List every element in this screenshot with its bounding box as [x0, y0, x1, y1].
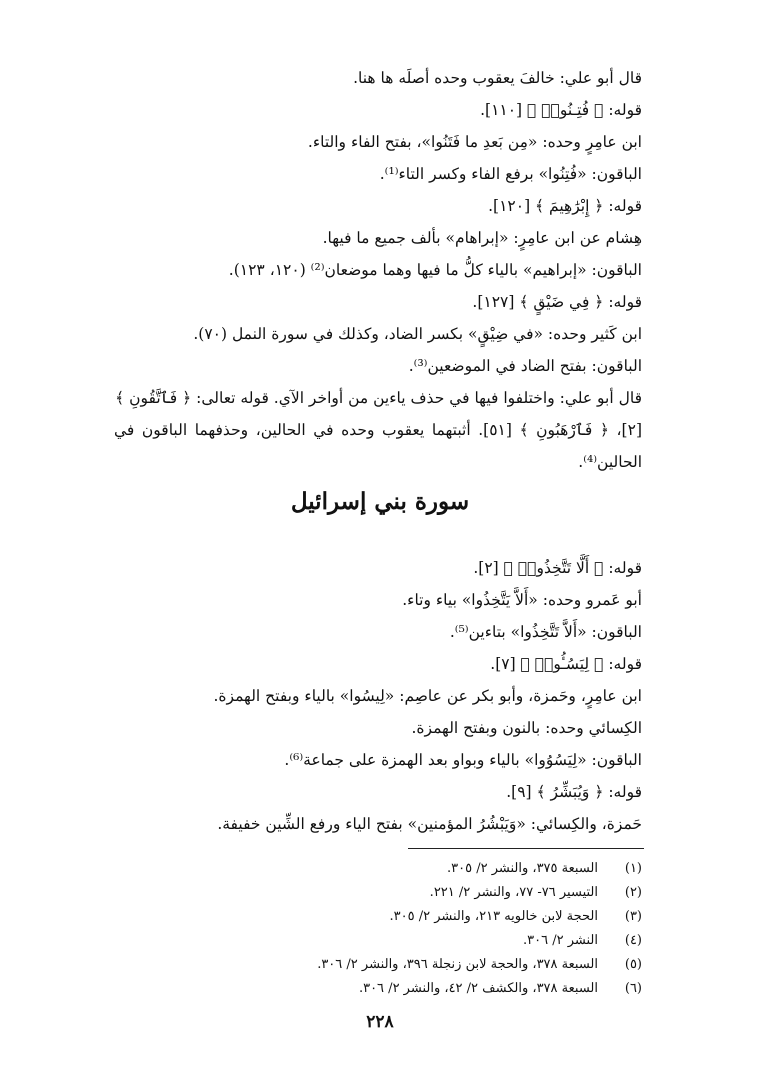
text-paragraph: [٢]، ﴿ فَٱرْهَبُونِ ﴾ [٥١]. أثبتهما يعقوب وحده في الحالين، وحذفهما الباقون في الحالين⁽⁴⁾. — [114, 421, 642, 471]
footnote-text: السبعة ٣٧٨، والكشف ٢/ ٤٢، والنشر ٢/ ٣٠٦. — [358, 981, 598, 996]
text-line: الباقون: «لِيَسُوُوا» بالياء وبواو بعد الهمزة على جماعة⁽⁶⁾. — [284, 751, 642, 769]
footnote-number: (٥) — [624, 957, 642, 972]
footnote-item — [114, 977, 642, 1001]
footnote-item — [114, 929, 642, 953]
text-line: قال أبو علي: واختلفوا فيها في حذف ياءين من أواخر الآي. قوله تعالى: ﴿ فَٱتَّقُونِ ﴾ — [115, 389, 642, 407]
text-line: الكِسائي وحده: بالنون وبفتح الهمزة. — [411, 719, 642, 737]
footnote-number: (٤) — [624, 933, 642, 948]
footnote-item — [114, 857, 642, 881]
footnote-text: النشر ٢/ ٣٠٦. — [523, 933, 598, 948]
footnote-item — [114, 905, 642, 929]
footnotes — [114, 857, 642, 1001]
text-line: حَمزة، والكِسائي: «وَيَبْشُرُ المؤمنين» بفتح الياء ورفع الشِّين خفيفة. — [217, 815, 642, 833]
text-line: الباقون: «فُتِنُوا» برفع الفاء وكسر التاء⁽¹⁾. — [379, 165, 642, 183]
footnote-text: الحجة لابن خالويه ٢١٣، والنشر ٢/ ٣٠٥. — [389, 909, 598, 924]
text-line: قوله: ﴿ أَلَّا تَتَّخِذُوا۟ ﴾ [٢]. — [473, 559, 642, 577]
text-line: الباقون: «إبراهيم» بالياء كلُّ ما فيها وهما موضعان⁽²⁾ (١٢٠، ١٢٣). — [228, 261, 642, 279]
footnote-number: (٦) — [624, 981, 642, 996]
text-line: الباقون: «أَلاَّ تَتَّخِذُوا» بتاءين⁽⁵⁾. — [449, 623, 642, 641]
text-line: أبو عَمرو وحده: «أَلاَّ يَتَّخِذُوا» بياء وتاء. — [402, 591, 642, 609]
text-line: قوله: ﴿ فِي ضَيْقٍ ﴾ [١٢٧]. — [472, 293, 642, 311]
text-line: قال أبو علي: خالفَ يعقوب وحده أصلَه ها هنا. — [353, 69, 642, 87]
main-text — [114, 62, 642, 478]
footnote-text: التيسير ٧٦- ٧٧، والنشر ٢/ ٢٢١. — [429, 885, 598, 900]
page-number: ٢٢٨ — [366, 1012, 394, 1032]
text-line: ابن كَثير وحده: «في ضِيْقٍ» بكسر الضاد، وكذلك في سورة النمل (٧٠). — [193, 325, 642, 343]
footnote-item — [114, 953, 642, 977]
text-line: قوله: ﴿ لِيَسُـُٔوا۟ ﴾ [٧]. — [490, 655, 642, 673]
text-line: قوله: ﴿ إِبْرَٰهِيمَ ﴾ [١٢٠]. — [488, 197, 642, 215]
footnote-divider — [408, 848, 644, 849]
text-line: قوله: ﴿ فُتِـنُوا۟ ﴾ [١١٠]. — [480, 101, 642, 119]
section-title: سورة بني إسرائيل — [290, 488, 470, 515]
section-text — [114, 552, 642, 840]
footnote-number: (٣) — [624, 909, 642, 924]
footnote-text: السبعة ٣٧٥، والنشر ٢/ ٣٠٥. — [446, 861, 598, 876]
footnote-number: (١) — [624, 861, 642, 876]
text-line: قوله: ﴿ وَيُبَشِّرُ ﴾ [٩]. — [506, 783, 642, 801]
footnote-number: (٢) — [624, 885, 642, 900]
footnote-text: السبعة ٣٧٨، والحجة لابن زنجلة ٣٩٦، والنشر ٢/ ٣٠٦. — [317, 957, 598, 972]
text-line: الباقون: بفتح الضاد في الموضعين⁽³⁾. — [408, 357, 642, 375]
text-line: ابن عامِرٍ، وحَمزة، وأبو بكر عن عاصِم: «لِيسُوا» بالياء وبفتح الهمزة. — [213, 687, 642, 705]
text-line: ابن عامِرٍ وحده: «مِن بَعدِ ما فَتَنُوا»، بفتح الفاء والتاء. — [307, 133, 642, 151]
text-line: هِشام عن ابن عامِرٍ: «إبراهام» بألف جميع ما فيها. — [322, 229, 642, 247]
footnote-item — [114, 881, 642, 905]
